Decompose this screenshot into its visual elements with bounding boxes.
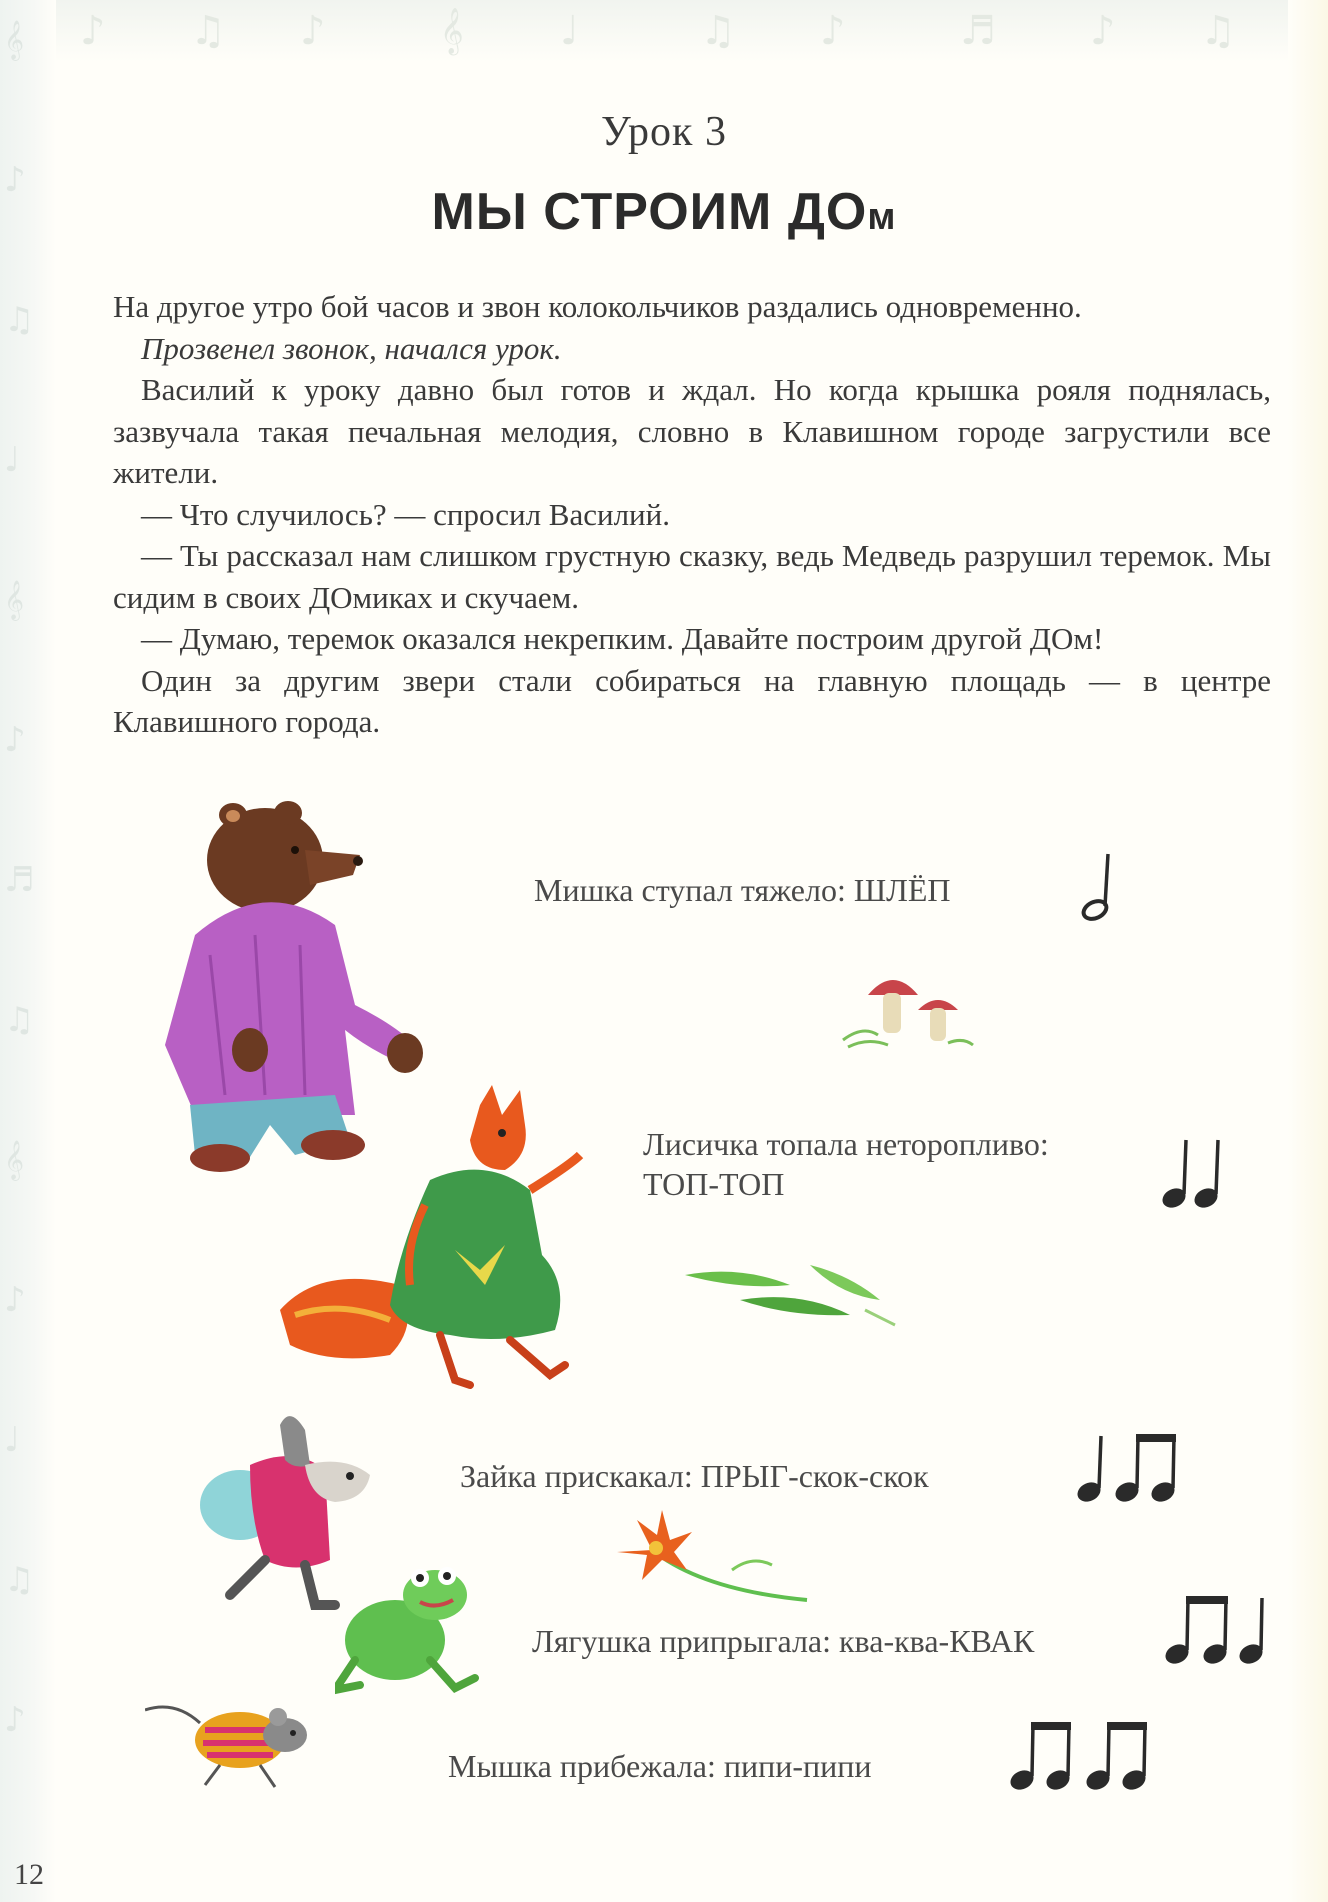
- lesson-title-main: МЫ СТРОИМ ДО: [431, 183, 868, 241]
- flower-illustration: [612, 1510, 812, 1605]
- rhythm-frog-label: Лягушка припрыгала: ква-ква-КВАК: [532, 1623, 1035, 1659]
- mouse-illustration: [145, 1695, 320, 1790]
- rhythm-mouse-label: Мышка прибежала: пипи-пипи: [448, 1748, 872, 1784]
- story-paragraph: — Думаю, теремок оказался некрепким. Давайте построим другой ДОм!: [141, 621, 1104, 656]
- story-paragraph: — Ты рассказал нам слишком грустную сказку, ведь Медведь разрушил теремок. Мы сидим в своих ДОмиках и скучаем.: [113, 538, 1271, 615]
- half-note-icon: [1078, 852, 1118, 924]
- leaves-illustration: [680, 1255, 910, 1335]
- left-decorative-margin: 𝄞 ♪ ♫ ♩ 𝄞 ♪ ♬ ♫ 𝄞 ♪ ♩ ♫ ♪: [0, 0, 56, 1902]
- story-paragraph: На другое утро бой часов и звон колокольчиков раздались одновременно.: [113, 289, 1082, 324]
- rhythm-hare-label: Зайка прискакал: ПРЫГ-скок-скок: [460, 1458, 929, 1494]
- story-paragraph: Василий к уроку давно был готов и ждал. Но когда крышка рояля поднялась, зазвучала такая печальная мелодия, словно в Клавишном городе загрустили все жители.: [113, 372, 1271, 490]
- rhythm-fox-label-line1: Лисичка топала неторопливо:: [643, 1126, 1049, 1162]
- four-eighths-notes-icon: [1008, 1718, 1163, 1794]
- two-quarter-notes-icon: [1160, 1136, 1230, 1212]
- story-text: [113, 286, 1271, 743]
- mushrooms-illustration: [838, 965, 978, 1055]
- story-paragraph: Прозвенел звонок, начался урок.: [141, 330, 562, 366]
- top-decorative-border: ♪ ♫ ♪ 𝄞 ♩ ♫ ♪ ♬ ♪ ♫: [0, 0, 1328, 62]
- quarter-two-eighths-notes-icon: [1075, 1430, 1185, 1506]
- story-paragraph: Один за другим звери стали собираться на главную площадь — в центре Клавишного города.: [113, 662, 1271, 739]
- lesson-title-suffix: м: [867, 196, 897, 238]
- right-edge-tint: [1288, 0, 1328, 1902]
- lesson-title: [0, 182, 1328, 242]
- page-number: 12: [14, 1858, 44, 1891]
- rhythm-fox-label-line2: ТОП-ТОП: [643, 1166, 785, 1202]
- lesson-number: Урок 3: [601, 109, 727, 155]
- two-eighths-quarter-notes-icon: [1163, 1592, 1273, 1668]
- story-paragraph: — Что случилось? — спросил Василий.: [141, 496, 670, 532]
- frog-illustration: [335, 1560, 485, 1700]
- rhythm-bear-label: Мишка ступал тяжело: ШЛЁП: [534, 872, 951, 908]
- fox-illustration: [280, 1085, 600, 1395]
